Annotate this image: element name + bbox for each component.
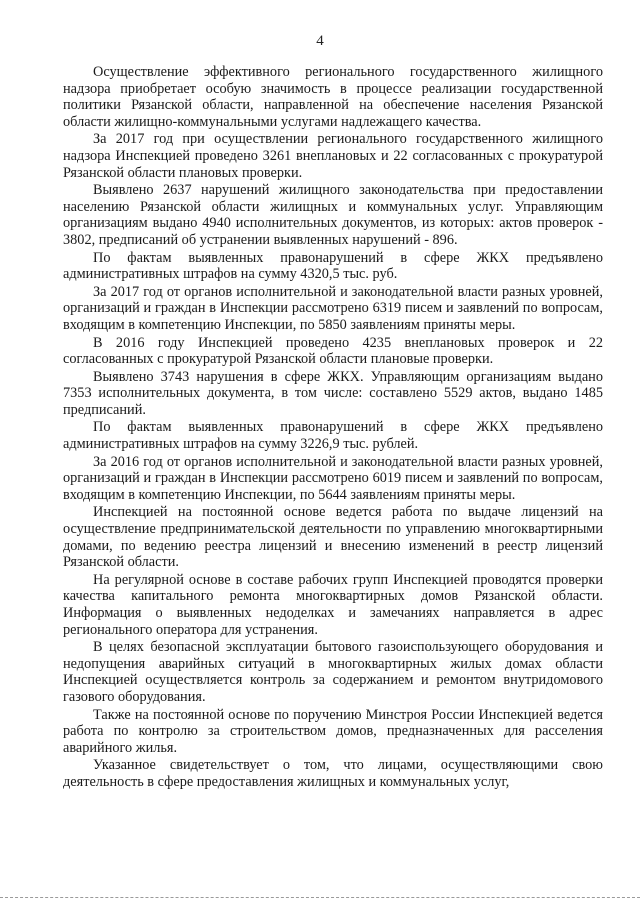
paragraph: На регулярной основе в составе рабочих групп Инспекцией проводятся проверки качества капитального ремонта многоквартирных домов Рязанской области. Информация о выявленных недоделках и замечаниях направляется в адрес регионального оператора для устранения. [63,571,603,638]
paragraph: За 2016 год от органов исполнительной и законодательной власти разных уровней, организаций и граждан в Инспекции рассмотрено 6019 писем и заявлений по вопросам, входящим в компетенцию Инспекции, по 5644 заявлениям приняты меры. [63,453,603,503]
paragraph: В целях безопасной эксплуатации бытового газоиспользующего оборудования и недопущения аварийных ситуаций в многоквартирных жилых домах области Инспекцией осуществляется контроль за содержанием и ремонтом внутридомового газового оборудования. [63,639,603,705]
paragraph: По фактам выявленных правонарушений в сфере ЖКХ предъявлено административных штрафов на сумму 3226,9 тыс. рублей. [63,419,603,453]
paragraph: За 2017 год от органов исполнительной и законодательной власти разных уровней, организаций и граждан в Инспекции рассмотрено 6319 писем и заявлений по вопросам, входящим в компетенцию Инспекции, по 5850 заявлениям приняты меры. [63,283,603,333]
footer-divider [0,897,640,898]
paragraph: За 2017 год при осуществлении регионального государственного жилищного надзора Инспекцией проведено 3261 внеплановых и 22 согласованных с прокуратурой Рязанской области плановых проверки. [63,131,603,181]
paragraph: Также на постоянной основе по поручению Минстроя России Инспекцией ведется работа по контролю за строительством домов, предназначенных для расселения аварийного жилья. [63,706,603,756]
document-body [63,64,603,792]
paragraph: Выявлено 2637 нарушений жилищного законодательства при предоставлении населению Рязанской области жилищных и коммунальных услуг. Управляющим организациям выдано 4940 исполнительных документов, из которых: актов проверок - 3802, предписаний об устранении выявленных нарушений - 896. [63,182,603,248]
paragraph: В 2016 году Инспекцией проведено 4235 внеплановых проверок и 22 согласованных с прокуратурой Рязанской области плановые проверки. [63,334,603,368]
paragraph: Указанное свидетельствует о том, что лицами, осуществляющими свою деятельность в сфере предоставления жилищных и коммунальных услуг, [63,757,603,790]
paragraph: Осуществление эффективного регионального государственного жилищного надзора приобретает особую значимость в процессе реализации государственной политики Рязанской области, направленной на обеспечение населения Рязанской области жилищно-коммунальными услугами надлежащего качества. [63,64,603,130]
page-number: 4 [316,33,324,49]
paragraph: Выявлено 3743 нарушения в сфере ЖКХ. Управляющим организациям выдано 7353 исполнительных документа, в том числе: составлено 5529 актов, выдано 1485 предписаний. [63,368,603,418]
paragraph: Инспекцией на постоянной основе ведется работа по выдаче лицензий на осуществление предпринимательской деятельности по управлению многоквартирными домами, по ведению реестра лицензий и внесению изменений в реестр лицензий Рязанской области. [63,504,603,571]
paragraph: По фактам выявленных правонарушений в сфере ЖКХ предъявлено административных штрафов на сумму 4320,5 тыс. руб. [63,249,603,283]
